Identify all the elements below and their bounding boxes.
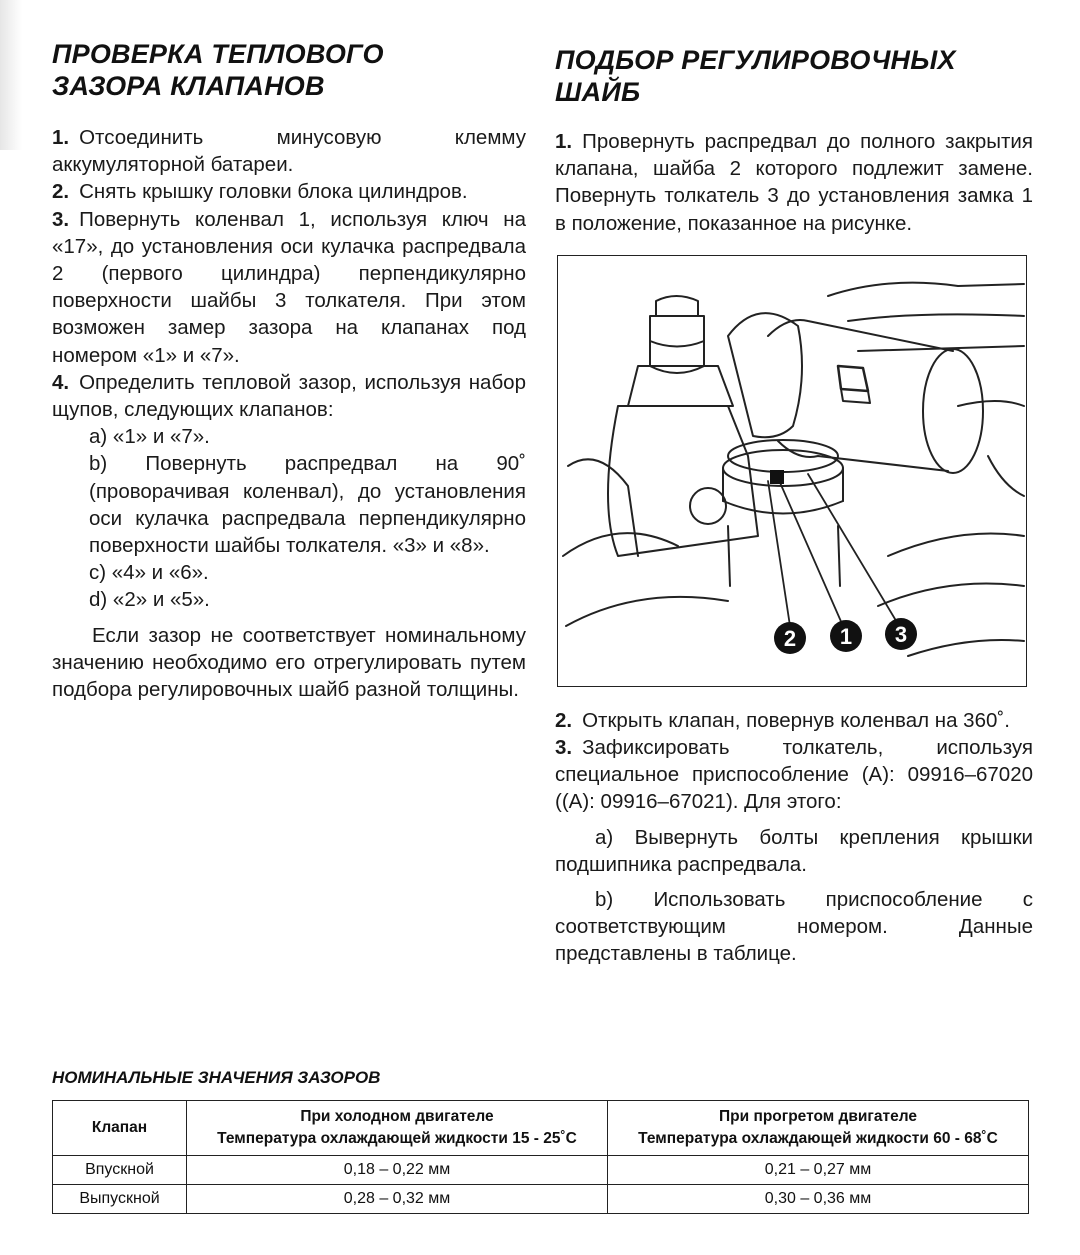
table-header-row xyxy=(53,1101,1029,1156)
callout-3-icon xyxy=(885,618,917,650)
header-warm-engine: При прогретом двигателе Температура охлаждающей жидкости 60 - 68˚С xyxy=(608,1101,1029,1156)
left-title-line2: ЗАЗОРА КЛАПАНОВ xyxy=(52,71,325,101)
left-subitem-a: а) «1» и «7». xyxy=(89,425,210,449)
right-step-1: 1. Провернуть распредвал до полного закрытия клапана, шайба 2 которого подлежит замене. Повернуть толкатель 3 до установления замка 1 в положение, показанное на рисунке. xyxy=(555,130,1033,235)
left-body xyxy=(52,124,526,703)
header-cold-engine: При холодном двигателе Температура охлаждающей жидкости 15 - 25˚С xyxy=(187,1101,608,1156)
left-step-3: 3. Повернуть коленвал 1, используя ключ на «17», до установления оси кулачка распредвала 2 (первого цилиндра) перпендикулярно поверхности шайбы 3 толкателя. При этом возможен замер зазора на клапанах под номером «1» и «7». xyxy=(52,207,526,367)
callout-2-icon xyxy=(774,622,806,654)
left-closing-paragraph: Если зазор не соответствует номинальному значению необходимо его отрегулировать путем подбора регулировочных шайб разной толщины. xyxy=(52,623,526,702)
right-column xyxy=(555,38,1033,968)
right-body xyxy=(555,128,1033,968)
right-step-3: 3. Зафиксировать толкатель, используя специальное приспособление (А): 09916–67020 ((А): 09916–67021). Для этого: xyxy=(555,736,1033,814)
row-valve-intake: Впускной xyxy=(53,1156,187,1185)
left-step-2: 2. Снять крышку головки блока цилиндров. xyxy=(52,180,468,204)
engine-valve-illustration xyxy=(558,256,1026,686)
row-warm-intake: 0,21 – 0,27 мм xyxy=(608,1156,1029,1185)
left-title-line1: ПРОВЕРКА ТЕПЛОВОГО xyxy=(52,39,384,69)
left-step-1: 1. Отсоединить минусовую клемму аккумуляторной батареи. xyxy=(52,126,526,177)
row-warm-exhaust: 0,30 – 0,36 мм xyxy=(608,1185,1029,1214)
right-subitem-b: b) Использовать приспособление с соответствующим номером. Данные представлены в таблице. xyxy=(555,888,1033,966)
table-row xyxy=(53,1156,1029,1185)
row-valve-exhaust: Выпускной xyxy=(53,1185,187,1214)
right-title-line2: ШАЙБ xyxy=(555,77,641,107)
right-subitem-a: а) Вывернуть болты крепления крышки подшипника распредвала. xyxy=(555,825,1033,876)
right-section-title xyxy=(555,44,1033,108)
left-subitem-c: с) «4» и «6». xyxy=(89,561,209,585)
left-step-4: 4. Определить тепловой зазор, используя набор щупов, следующих клапанов: xyxy=(52,370,526,422)
table-caption: НОМИНАЛЬНЫЕ ЗНАЧЕНИЯ ЗАЗОРОВ xyxy=(52,1068,381,1087)
left-subitem-b: b) Повернуть распредвал на 90˚ (проворачивая коленвал), до установления оси кулачка распредвала перпендикулярно поверхности шайбы толкателя. «3» и «8». xyxy=(89,452,526,558)
row-cold-intake: 0,18 – 0,22 мм xyxy=(187,1156,608,1185)
header-valve: Клапан xyxy=(53,1101,187,1156)
right-title-line1: ПОДБОР РЕГУЛИРОВОЧНЫХ xyxy=(555,45,956,75)
callout-2-label: 2 xyxy=(783,625,797,651)
callout-1-label: 1 xyxy=(839,623,853,649)
right-step-2: 2. Открыть клапан, повернув коленвал на 360˚. xyxy=(555,708,1010,732)
left-column xyxy=(52,38,526,703)
clearance-table xyxy=(52,1100,1029,1214)
table-row xyxy=(53,1185,1029,1214)
left-subitem-d: d) «2» и «5». xyxy=(89,588,210,612)
page-edge-shadow xyxy=(0,0,22,150)
callout-3-label: 3 xyxy=(894,621,908,647)
callout-1-icon xyxy=(830,620,862,652)
row-cold-exhaust: 0,28 – 0,32 мм xyxy=(187,1185,608,1214)
tappet-lock-figure xyxy=(557,255,1027,687)
left-section-title xyxy=(52,38,526,102)
